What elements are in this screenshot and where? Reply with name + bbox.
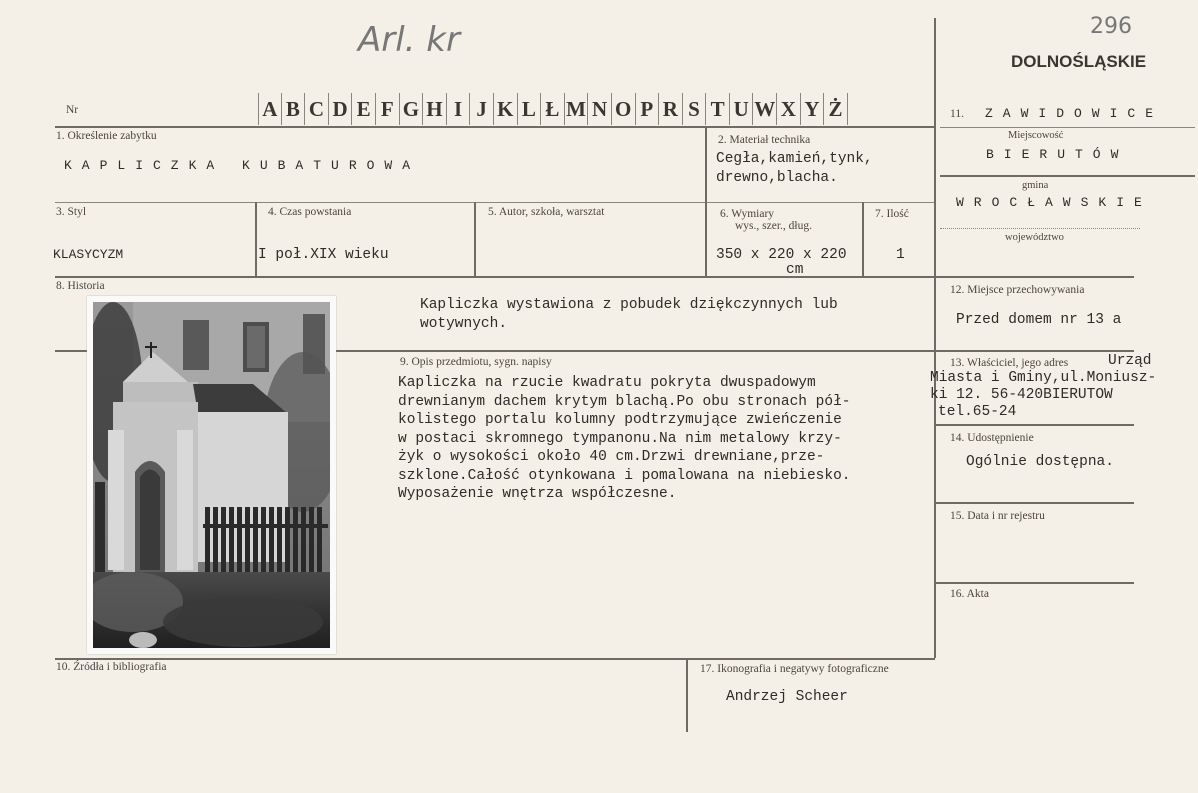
alphabet-letter: J bbox=[470, 93, 494, 125]
rule-right-3 bbox=[940, 228, 1140, 229]
field6-value: 350 x 220 x 220 bbox=[716, 247, 847, 263]
field6-sublabel: wys., szer., dług. bbox=[735, 220, 812, 232]
alphabet-letter: Ł bbox=[541, 93, 565, 125]
alphabet-letter: A bbox=[258, 93, 282, 125]
vrule-f17 bbox=[686, 658, 688, 732]
field12-label: 12. Miejsce przechowywania bbox=[950, 284, 1085, 296]
alphabet-letter: G bbox=[400, 93, 424, 125]
vrule-f2 bbox=[705, 126, 707, 276]
alphabet-letter: M bbox=[565, 93, 589, 125]
alphabet-letter: P bbox=[636, 93, 660, 125]
alphabet-letter: T bbox=[706, 93, 730, 125]
alphabet-letter: C bbox=[305, 93, 329, 125]
vrule-f7 bbox=[862, 202, 864, 276]
field8-value: Kapliczka wystawiona z pobudek dziękczynnych lub wotywnych. bbox=[420, 297, 838, 332]
field17-value: Andrzej Scheer bbox=[726, 689, 848, 705]
field11-label: 11. bbox=[950, 108, 964, 120]
field3-label: 3. Styl bbox=[56, 206, 87, 218]
field14-value: Ogólnie dostępna. bbox=[966, 454, 1114, 470]
gmina-value: BIERUTÓW bbox=[986, 147, 1129, 162]
voivodeship-value: WROCŁAWSKIE bbox=[956, 195, 1152, 210]
field9-label: 9. Opis przedmiotu, sygn. napisy bbox=[400, 356, 552, 368]
rule-right-8 bbox=[934, 582, 1134, 584]
handwritten-number: 296 bbox=[1090, 14, 1132, 39]
field8-label: 8. Historia bbox=[56, 280, 105, 292]
chapel-photograph bbox=[87, 296, 336, 654]
rule-right-2 bbox=[940, 175, 1195, 177]
rule-4 bbox=[55, 658, 935, 660]
field1-value: KAPLICZKA KUBATUROWA bbox=[64, 158, 421, 173]
field2-value: Cegła,kamień,tynk, drewno,blacha. bbox=[716, 151, 873, 186]
field3-value: KLASYCYZM bbox=[53, 247, 124, 262]
rule-right-4 bbox=[934, 276, 1134, 278]
alphabet-index bbox=[258, 93, 848, 125]
alphabet-letter: X bbox=[777, 93, 801, 125]
alphabet-letter: D bbox=[329, 93, 353, 125]
alphabet-letter: K bbox=[494, 93, 518, 125]
field12-value: Przed domem nr 13 a bbox=[956, 312, 1122, 328]
rule-right-1 bbox=[940, 127, 1195, 128]
handwritten-annotation: Arl. kr bbox=[358, 20, 460, 60]
region-title: DOLNOŚLĄSKIE bbox=[1011, 52, 1147, 71]
field17-label: 17. Ikonografia i negatywy fotograficzne bbox=[700, 663, 889, 675]
chapel-photo-image bbox=[93, 302, 330, 648]
alphabet-letter: U bbox=[730, 93, 754, 125]
field13-value: Miasta i Gminy,ul.Moniusz- ki 12. 56-420BIERUTOW tel.65-24 bbox=[930, 370, 1157, 420]
field7-value: 1 bbox=[896, 247, 905, 263]
field6-label: 6. Wymiary bbox=[720, 208, 775, 220]
nr-label: Nr bbox=[66, 104, 79, 116]
vrule-f3 bbox=[255, 202, 257, 276]
rule-3b bbox=[336, 350, 935, 352]
gmina-label: gmina bbox=[1022, 180, 1049, 191]
field4-value: I poł.XIX wieku bbox=[258, 247, 389, 263]
field2-label: 2. Materiał technika bbox=[718, 134, 811, 146]
field10-label: 10. Źródła i bibliografia bbox=[56, 661, 167, 673]
field16-label: 16. Akta bbox=[950, 588, 989, 600]
rule-top bbox=[55, 126, 935, 128]
field14-label: 14. Udostępnienie bbox=[950, 432, 1034, 444]
locality-label: Miejscowość bbox=[1008, 130, 1064, 141]
alphabet-letter: B bbox=[282, 93, 306, 125]
alphabet-letter: L bbox=[518, 93, 542, 125]
alphabet-letter: N bbox=[588, 93, 612, 125]
field6-unit: cm bbox=[786, 262, 804, 278]
alphabet-letter: R bbox=[659, 93, 683, 125]
field9-value: Kapliczka na rzucie kwadratu pokryta dwuspadowym drewnianym dachem krytym blachą.Po obu stronach pół- kolistego portalu kolumny podtrzymujące zwieńczenie w postaci skromnego tympanonu.Na nim metalowy krzy- żyk o wysokości około 40 cm.Drzwi drewniane,prze- szklone.Całość otynkowana i pomalowana na niebiesko. Wyposażenie wnętrza współczesne. bbox=[398, 375, 851, 502]
field15-label: 15. Data i nr rejestru bbox=[950, 510, 1045, 522]
field13-label: 13. Właściciel, jego adres bbox=[950, 357, 1069, 369]
vrule-f4 bbox=[474, 202, 476, 276]
voivodeship-label: województwo bbox=[1005, 232, 1064, 243]
locality-value: ZAWIDOWICE bbox=[985, 106, 1164, 121]
rule-right-5 bbox=[934, 350, 1134, 352]
vrule-main bbox=[934, 18, 936, 658]
field1-label: 1. Określenie zabytku bbox=[56, 130, 157, 142]
rule-right-7 bbox=[934, 502, 1134, 504]
field13-line1: Urząd bbox=[1108, 353, 1152, 369]
rule-right-6 bbox=[934, 424, 1134, 426]
alphabet-letter: O bbox=[612, 93, 636, 125]
alphabet-letter: I bbox=[447, 93, 471, 125]
field7-label: 7. Ilość bbox=[875, 208, 909, 220]
field4-label: 4. Czas powstania bbox=[268, 206, 352, 218]
alphabet-letter: Y bbox=[801, 93, 825, 125]
alphabet-letter: H bbox=[423, 93, 447, 125]
alphabet-letter: W bbox=[753, 93, 777, 125]
field5-label: 5. Autor, szkoła, warsztat bbox=[488, 206, 605, 218]
alphabet-letter: E bbox=[352, 93, 376, 125]
alphabet-letter: S bbox=[683, 93, 707, 125]
alphabet-letter: Ż bbox=[824, 93, 848, 125]
alphabet-letter: F bbox=[376, 93, 400, 125]
rule-1 bbox=[55, 202, 935, 203]
rule-3 bbox=[55, 350, 88, 352]
